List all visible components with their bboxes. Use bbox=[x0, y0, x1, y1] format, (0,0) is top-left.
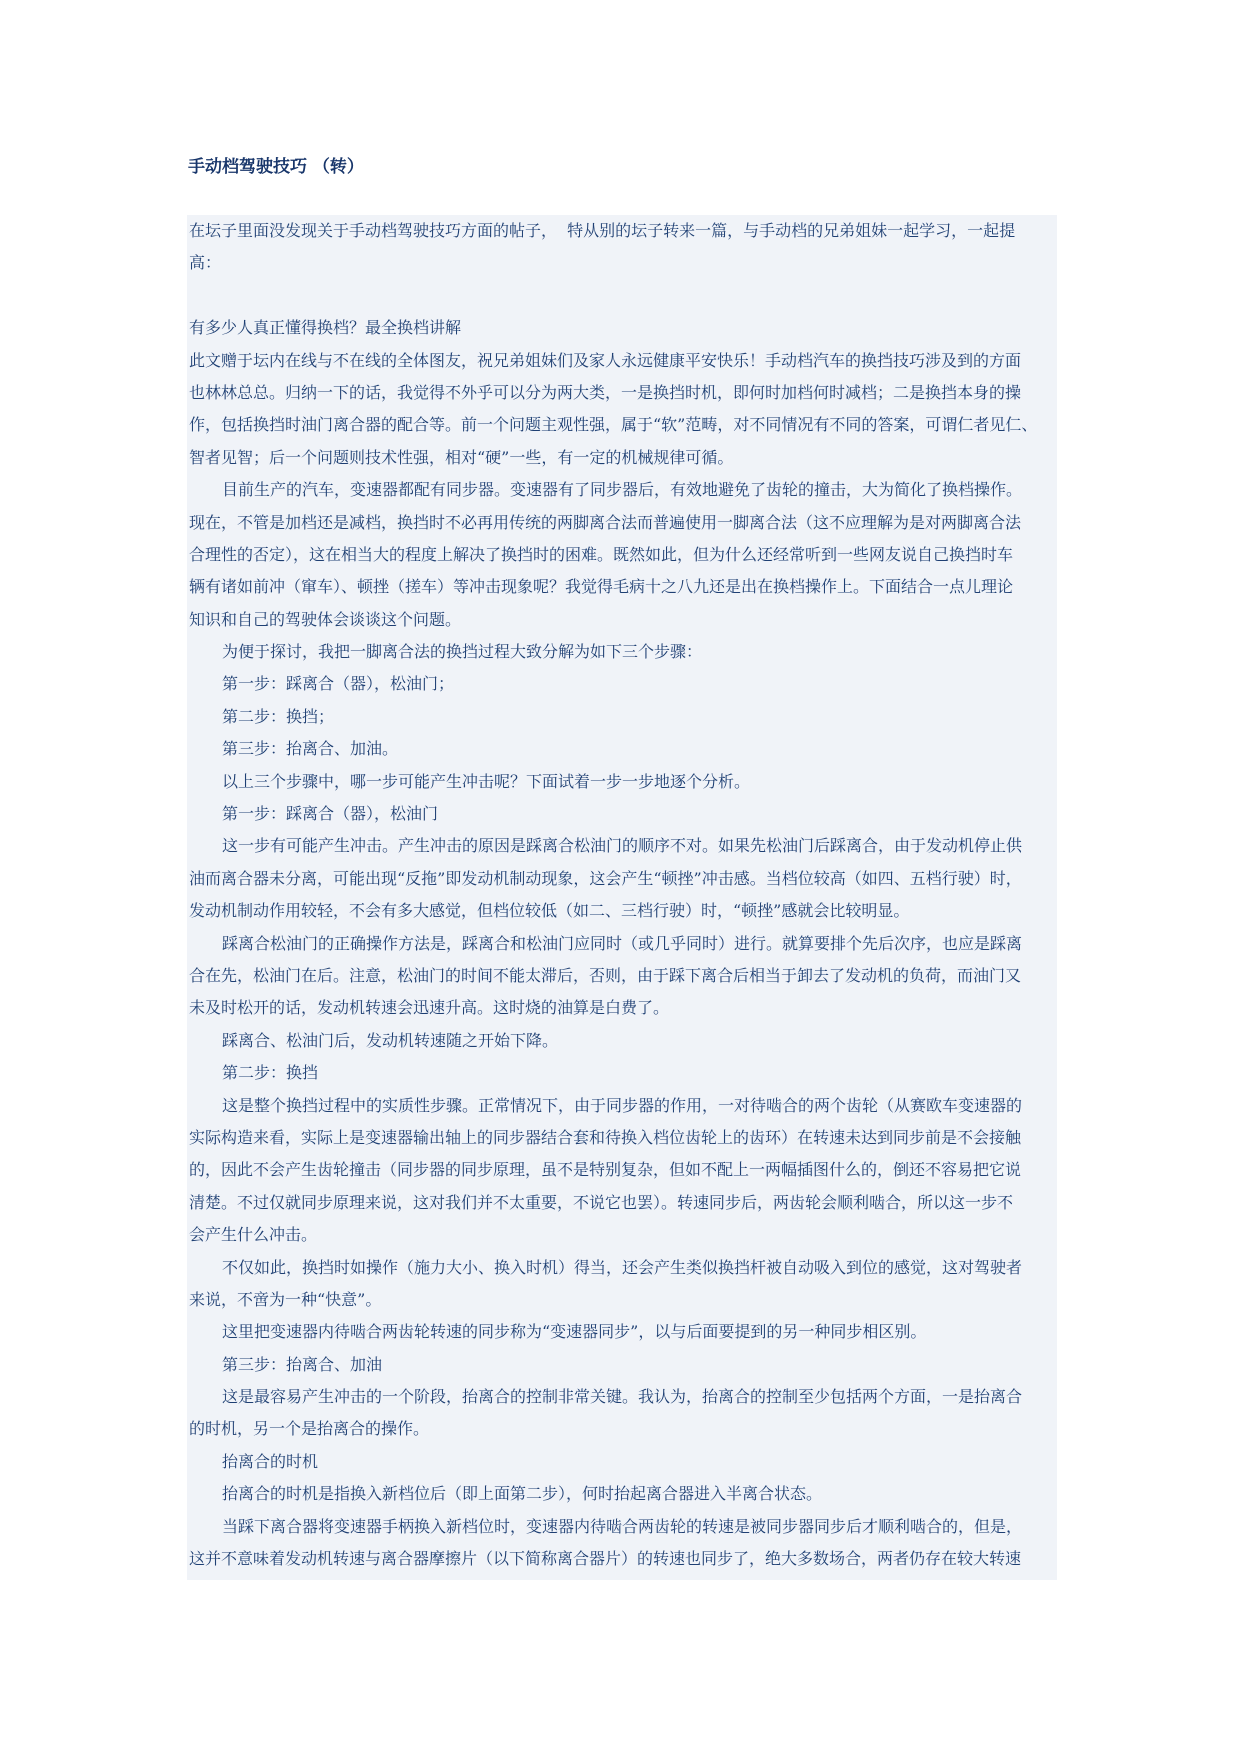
text-line: 作，包括换挡时油门离合器的配合等。前一个问题主观性强，属于“软”范畴，对不同情况有不同的答案，可谓仁者见仁、 bbox=[189, 415, 1038, 435]
text-line: 此文赠于坛内在线与不在线的全体图友，祝兄弟姐妹们及家人永远健康平安快乐！手动档汽车的换挡技巧涉及到的方面 bbox=[189, 350, 1022, 370]
step-heading: 第二步：换挡 bbox=[222, 1063, 319, 1083]
text-line: 合理性的否定），这在相当大的程度上解决了换挡时的困难。既然如此，但为什么还经常听到一些网友说自己换挡时车 bbox=[189, 544, 1014, 564]
post-content bbox=[187, 215, 1057, 1580]
text-line: 油而离合器未分离，可能出现“反拖”即发动机制动现象，这会产生“顿挫”冲击感。当档位较高（如四、五档行驶）时， bbox=[189, 868, 1022, 888]
text-line: 发动机制动作用较轻，不会有多大感觉，但档位较低（如二、三档行驶）时，“顿挫”感就会比较明显。 bbox=[189, 901, 910, 921]
text-line: 为便于探讨，我把一脚离合法的换挡过程大致分解为如下三个步骤： bbox=[222, 642, 703, 662]
text-line: 会产生什么冲击。 bbox=[189, 1225, 318, 1245]
text-line: 合在先，松油门在后。注意，松油门的时间不能太滞后，否则，由于踩下离合后相当于卸去了发动机的负荷，而油门又 bbox=[189, 965, 1022, 985]
text-line: 在坛子里面没发现关于手动档驾驶技巧方面的帖子， 特从别的坛子转来一篇，与手动档的兄弟姐妹一起学习，一起提 bbox=[189, 221, 1016, 240]
text-line: 智者见智；后一个问题则技术性强，相对“硬”一些，有一定的机械规律可循。 bbox=[189, 447, 734, 467]
text-line: 目前生产的汽车，变速器都配有同步器。变速器有了同步器后，有效地避免了齿轮的撞击，大为简化了换档操作。 bbox=[222, 480, 1023, 500]
sub-heading: 抬离合的时机 bbox=[222, 1451, 319, 1471]
text-line: 未及时松开的话，发动机转速会迅速升高。这时烧的油算是白费了。 bbox=[189, 998, 670, 1018]
step-line: 第三步：抬离合、加油。 bbox=[222, 739, 399, 759]
text-line: 这是最容易产生冲击的一个阶段，抬离合的控制非常关键。我认为，抬离合的控制至少包括两个方面，一是抬离合 bbox=[222, 1387, 1023, 1407]
text-line: 知识和自己的驾驶体会谈谈这个问题。 bbox=[189, 609, 462, 629]
step-line: 第一步：踩离合（器），松油门； bbox=[222, 674, 455, 694]
text-line: 踩离合松油门的正确操作方法是，踩离合和松油门应同时（或几乎同时）进行。就算要排个先后次序，也应是踩离 bbox=[222, 933, 1023, 953]
text-line: 清楚。不过仅就同步原理来说，这对我们并不太重要，不说它也罢）。转速同步后，两齿轮会顺利啮合，所以这一步不 bbox=[189, 1192, 1014, 1212]
text-line: 辆有诸如前冲（窜车）、顿挫（搓车）等冲击现象呢？我觉得毛病十之八九还是出在换档操作上。下面结合一点儿理论 bbox=[189, 577, 1014, 597]
step-line: 第二步：换挡； bbox=[222, 706, 335, 726]
text-line: 来说，不啻为一种“快意”。 bbox=[189, 1289, 382, 1309]
text-line: 不仅如此，换挡时如操作（施力大小、换入时机）得当，还会产生类似换挡杆被自动吸入到位的感觉，这对驾驶者 bbox=[222, 1257, 1023, 1277]
document-title: 手动档驾驶技巧 （转） bbox=[188, 157, 364, 177]
text-line: 这里把变速器内待啮合两齿轮转速的同步称为“变速器同步”，以与后面要提到的另一种同步相区别。 bbox=[222, 1322, 927, 1342]
text-line: 以上三个步骤中，哪一步可能产生冲击呢？下面试着一步一步地逐个分析。 bbox=[222, 771, 751, 791]
text-line: 的，因此不会产生齿轮撞击（同步器的同步原理，虽不是特别复杂，但如不配上一两幅插图什么的，倒还不容易把它说 bbox=[189, 1160, 1022, 1180]
text-line: 这一步有可能产生冲击。产生冲击的原因是踩离合松油门的顺序不对。如果先松油门后踩离合，由于发动机停止供 bbox=[222, 836, 1023, 856]
text-line: 抬离合的时机是指换入新档位后（即上面第二步），何时抬起离合器进入半离合状态。 bbox=[222, 1484, 823, 1504]
text-line: 踩离合、松油门后，发动机转速随之开始下降。 bbox=[222, 1030, 559, 1050]
section-heading: 有多少人真正懂得换档？最全换档讲解 bbox=[189, 318, 462, 338]
text-line: 高： bbox=[189, 253, 222, 273]
text-line: 当踩下离合器将变速器手柄换入新档位时，变速器内待啮合两齿轮的转速是被同步器同步后才顺利啮合的，但是， bbox=[222, 1516, 1023, 1536]
text-line: 也林林总总。归纳一下的话，我觉得不外乎可以分为两大类，一是换挡时机，即何时加档何时减档；二是换挡本身的操 bbox=[189, 382, 1022, 402]
text-line: 实际构造来看，实际上是变速器输出轴上的同步器结合套和待换入档位齿轮上的齿环）在转速未达到同步前是不会接触 bbox=[189, 1127, 1022, 1147]
text-line: 现在，不管是加档还是减档，换挡时不必再用传统的两脚离合法而普遍使用一脚离合法（这不应理解为是对两脚离合法 bbox=[189, 512, 1022, 532]
blank-line bbox=[189, 280, 1055, 312]
text-line: 这是整个换挡过程中的实质性步骤。正常情况下，由于同步器的作用，一对待啮合的两个齿轮（从赛欧车变速器的 bbox=[222, 1095, 1023, 1115]
text-line: 这并不意味着发动机转速与离合器摩擦片（以下简称离合器片）的转速也同步了，绝大多数场合，两者仍存在较大转速 bbox=[189, 1549, 1022, 1569]
step-heading: 第一步：踩离合（器），松油门 bbox=[222, 804, 439, 824]
step-heading: 第三步：抬离合、加油 bbox=[222, 1354, 383, 1374]
text-line: 的时机，另一个是抬离合的操作。 bbox=[189, 1419, 430, 1439]
